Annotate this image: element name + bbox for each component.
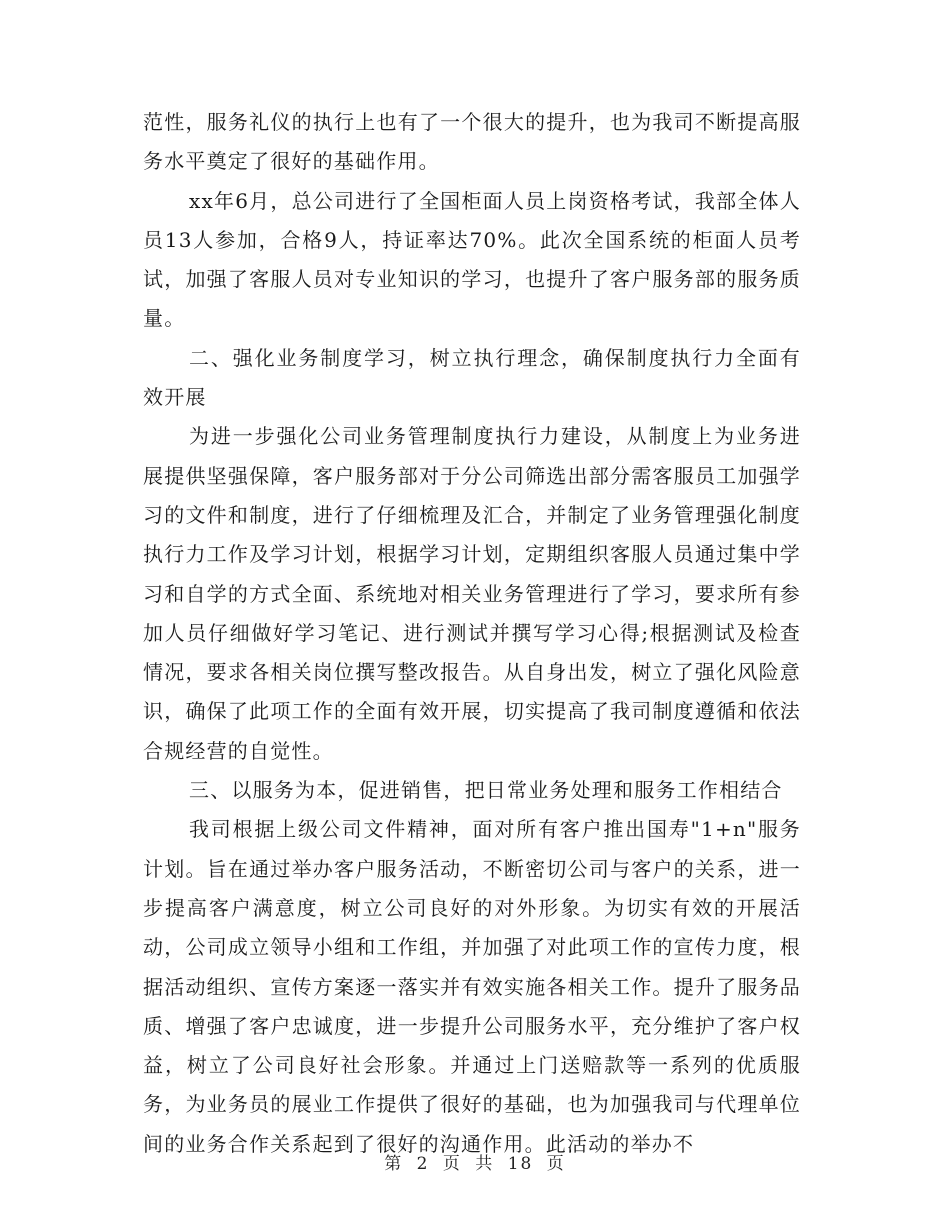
page-number-footer: 第 2 页 共 18 页	[384, 1154, 566, 1174]
paragraph-exam-results: xx年6月，总公司进行了全国柜面人员上岗资格考试，我部全体人员13人参加，合格9人，持证率达70%。此次全国系统的柜面人员考试，加强了客服人员对专业知识的学习，也提升了客户服务部的服务质量。	[143, 188, 801, 331]
body-text	[143, 103, 801, 1164]
paragraph-service-plan: 我司根据上级公司文件精神，面对所有客户推出国寿"1+n"服务计划。旨在通过举办客户服务活动，不断密切公司与客户的关系，进一步提高客户满意度，树立公司良好的对外形象。为切实有效的开展活动，公司成立领导小组和工作组，并加强了对此项工作的宣传力度，根据活动组织、宣传方案逐一落实并有效实施各相关工作。提升了服务品质、增强了客户忠诚度，进一步提升公司服务水平，充分维护了客户权益，树立了公司良好社会形象。并通过上门送赔款等一系列的优质服务，为业务员的展业工作提供了很好的基础，也为加强我司与代理单位间的业务合作关系起到了很好的沟通作用。此活动的举办不	[143, 817, 801, 1156]
section-heading-three: 三、以服务为本，促进销售，把日常业务处理和服务工作相结合	[189, 778, 783, 803]
paragraph-system-study: 为进一步强化公司业务管理制度执行力建设，从制度上为业务进展提供坚强保障，客户服务部对于分公司筛选出部分需客服员工加强学习的文件和制度，进行了仔细梳理及汇合，并制定了业务管理强化制度执行力工作及学习计划，根据学习计划，定期组织客服人员通过集中学习和自学的方式全面、系统地对相关业务管理进行了学习，要求所有参加人员仔细做好学习笔记、进行测试并撰写学习心得;根据测试及检查情况，要求各相关岗位撰写整改报告。从自身出发，树立了强化风险意识，确保了此项工作的全面有效开展，切实提高了我司制度遵循和依法合规经营的自觉性。	[143, 424, 801, 763]
paragraph-continuation: 范性，服务礼仪的执行上也有了一个很大的提升，也为我司不断提高服务水平奠定了很好的基础作用。	[143, 110, 801, 174]
section-heading-two: 二、强化业务制度学习，树立执行理念，确保制度执行力全面有效开展	[143, 345, 801, 410]
